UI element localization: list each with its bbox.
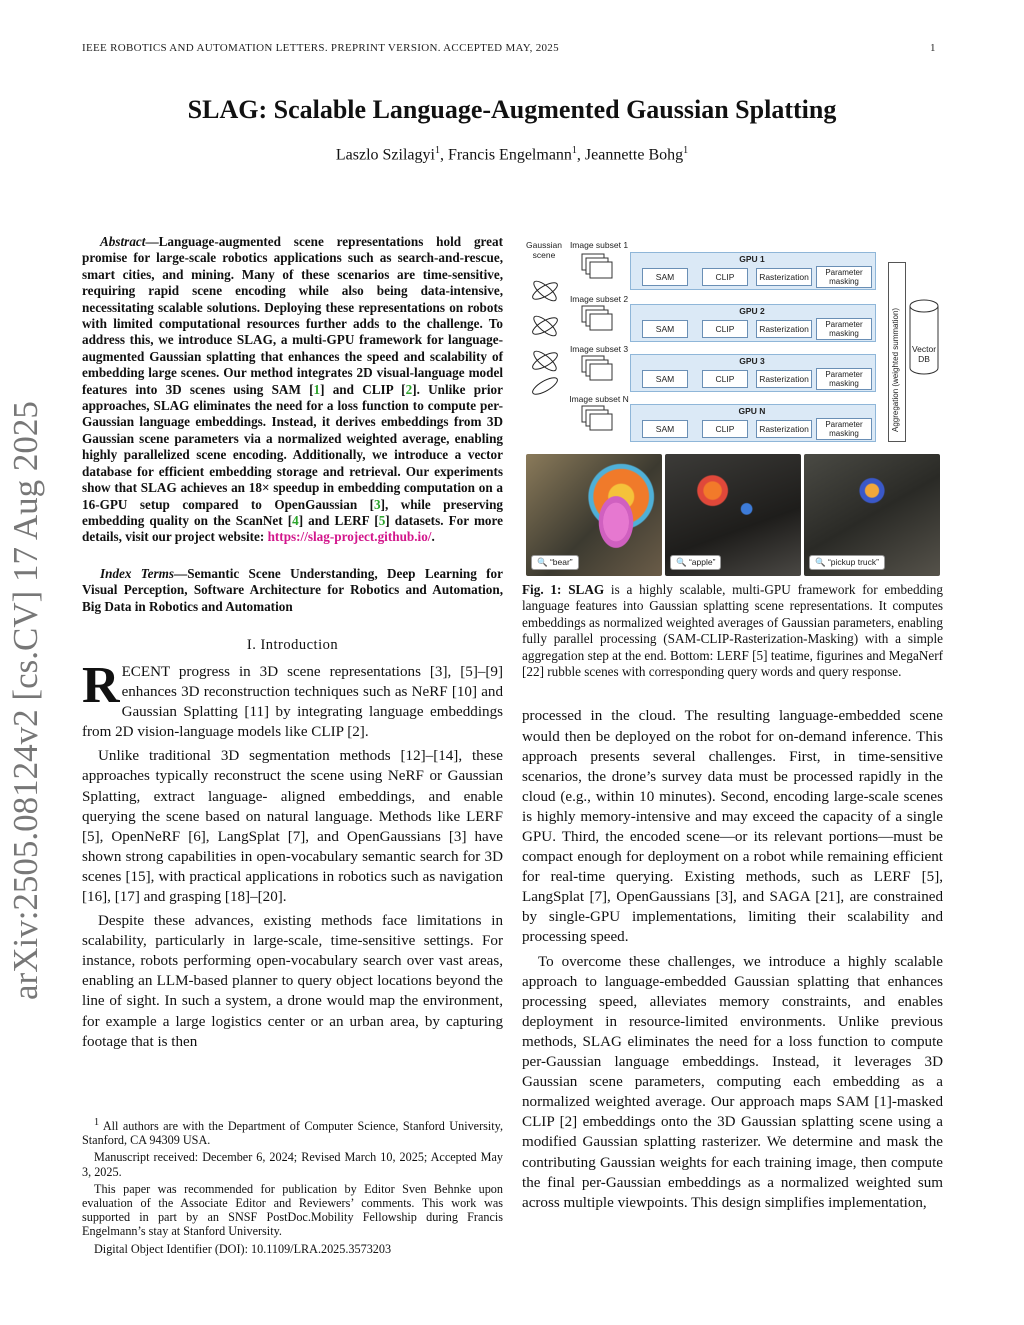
caption-text: is a highly scalable, multi-GPU framework for embedding language features into Gaussian splatting scene representations. It computes embeddings as normalized weighted averages of Gaussian parameters, enabling fully parallel processing (SAM-CLIP-Rasterization-Masking) with a simple aggregation step at the end. Bottom: LERF [5] teatime, figurines and MegaNerf [22] rubble scenes with corresponding query words and query response.: [522, 582, 943, 680]
query-tag: 🔍 “bear”: [531, 555, 579, 570]
abstract-text: .: [431, 529, 435, 545]
sam-module: SAM: [642, 370, 688, 388]
parameter-masking-module: Parameter masking: [816, 368, 872, 390]
gpu-label: GPU 2: [739, 306, 765, 316]
vector-db-icon: [908, 298, 940, 378]
right-column: [522, 234, 943, 1217]
abstract-text: ] datasets. For more details, visit our project website:: [82, 512, 503, 545]
rasterization-module: Rasterization: [756, 268, 812, 286]
arxiv-id: arXiv:2505.08124v2 [cs.CV] 17 Aug 2025: [6, 401, 45, 1000]
author-name: Jeannette Bohg: [584, 146, 684, 164]
clip-module: CLIP: [702, 320, 748, 338]
image-subset-label: Image subset 3: [569, 344, 629, 354]
pipeline-diagram: [522, 234, 943, 446]
intro-paragraph-5: To overcome these challenges, we introduce a highly scalable approach to language-embedded Gaussian splatting that enhances processing speed, alleviates memory constraints, and enables deployment in resource-limited environments. Unlike previous methods, SLAG eliminates the need for a loss function to compute per-Gaussian language embeddings. Instead, it leverages 3D Gaussian scene parameters, computing each embedding as a normalized weighted average. Our approach maps SAM [1]-masked CLIP [2] embeddings onto the 3D Gaussian splatting scene using a modified Gaussian splatting rasterizer. We determine and mask the contributing Gaussian weights for each training image, then compute the final per-Gaussian embeddings as a normalized weighted sum across multiple viewpoints. This design simplifies implementation,: [522, 953, 943, 1211]
aggregation-label: Aggregation (weighted summation): [891, 307, 900, 432]
project-website-link[interactable]: https://slag-project.github.io/: [267, 529, 432, 545]
figure-caption: [522, 582, 943, 680]
query-tag: 🔍 “pickup truck”: [809, 555, 885, 570]
clip-module: CLIP: [702, 268, 748, 286]
gpu-label: GPU 3: [739, 356, 765, 366]
author-name: Francis Engelmann: [447, 146, 572, 164]
aggregation-label-wrap: [891, 307, 901, 442]
abstract-text: —Language-augmented scene representations hold great promise for large-scale robotics applications such as search-and-rescue, smart cities, and mining. Many of these scenarios are time-sensitive, requiring rapid scene encoding while also being data-intensive, necessitating scalable solutions. Deploying these representations on robots with limited computational resources further adds to the challenge. To address this, we introduce SLAG, a multi-GPU framework for language-augmented Gaussian splatting that enhances the speed and scalability of embedding large scenes. Our method integrates 2D visual-language model features into 3D scenes using SAM [: [82, 234, 503, 397]
section-heading-introduction: I. Introduction: [246, 636, 339, 653]
image-subset-label: Image subset 1: [569, 240, 629, 250]
footnote-mark: 1: [94, 1117, 100, 1128]
sam-module: SAM: [642, 268, 688, 286]
vector-db-label: Vector DB: [911, 344, 937, 364]
parameter-masking-module: Parameter masking: [816, 418, 872, 440]
author-list: Laszlo Szilagyi$^1$, Francis Engelmann$^1$, Jeannette Bohg$^1$: [335, 145, 689, 164]
image-stack-icon: [580, 354, 618, 384]
intro-paragraph-1: [82, 656, 503, 742]
index-terms: [82, 566, 503, 615]
footnote-text: All authors are with the Department of Computer Science, Stanford University, Stanford, CA 94309 USA.: [82, 1119, 504, 1148]
parameter-masking-module: Parameter masking: [816, 266, 872, 288]
abstract: [82, 234, 503, 546]
image-stack-icon: [580, 304, 618, 334]
page-number: 1: [930, 42, 936, 54]
drop-cap: R: [82, 656, 120, 714]
image-subset-label: Image subset 2: [569, 294, 629, 304]
citation-link[interactable]: 2: [405, 381, 413, 397]
query-tag: 🔍 “apple”: [670, 555, 721, 570]
arxiv-stamp: [6, 401, 46, 1040]
footnote-doi: Digital Object Identifier (DOI): 10.1109/LRA.2025.3573203: [94, 1241, 392, 1256]
abstract-text: ] and CLIP [: [320, 381, 406, 397]
result-photo-pickup-truck: [804, 454, 940, 576]
image-subset-label: Image subset N: [569, 394, 629, 404]
query-results: [522, 454, 943, 576]
gaussian-scene-icon: [528, 276, 562, 396]
author-affiliation: 1: [434, 145, 440, 156]
rasterization-module: Rasterization: [756, 320, 812, 338]
footnotes: [82, 1116, 503, 1259]
caption-label: Fig. 1:: [522, 582, 562, 597]
result-photo-bear: [526, 454, 662, 576]
index-terms-text: —Semantic Scene Understanding, Deep Learning for Visual Perception, Software Architecture for Robotics and Automation, Big Data in Robotics and Automation: [82, 565, 503, 614]
citation-link[interactable]: 4: [292, 512, 299, 528]
index-terms-label: Index Terms: [100, 565, 175, 581]
footnote-affiliation: [82, 1116, 503, 1147]
figure-1: [522, 234, 943, 680]
sam-module: SAM: [642, 320, 688, 338]
gaussian-scene-label: Gaussian scene: [526, 240, 562, 260]
image-stack-icon: [580, 404, 618, 434]
footnote-manuscript: Manuscript received: December 6, 2024; Revised March 10, 2025; Accepted May 3, 2025.: [82, 1150, 503, 1179]
left-column: [82, 234, 503, 1056]
gpu-label: GPU N: [738, 406, 766, 416]
rasterization-module: Rasterization: [756, 370, 812, 388]
author-affiliation: 1: [683, 145, 689, 156]
clip-module: CLIP: [702, 370, 748, 388]
abstract-text: ]. Unlike prior approaches, SLAG eliminates the need for a loss function to compute per-Gaussian language embeddings. Instead, it derives embeddings from 3D Gaussian scene parameters via a normalized weighted average, enabling highly parallelized scene encoding. Additionally, we introduce a vector database for efficient embedding storage and retrieval. Our experiments show that SLAG achieves an 18× speedup in embedding computation on a 16-GPU setup compared to OpenGaussian [: [82, 381, 503, 512]
clip-module: CLIP: [702, 420, 748, 438]
gpu-label: GPU 1: [739, 254, 765, 264]
intro-paragraph-2: Unlike traditional 3D segmentation methods [12]–[14], these approaches typically reconstruct the scene using NeRF or Gaussian Splatting, extract language- aligned embeddings, and enable querying the scene based on natural language. Methods like LERF [5], OpenNeRF [6], LangSplat [7], and OpenGaussians [3] have shown strong capabilities in open-vocabulary semantic search for 3D scenes [15], with practical applications in robotics such as navigation [16], [17] and grasping [18]–[20].: [82, 748, 503, 905]
citation-link[interactable]: 3: [373, 496, 381, 512]
parameter-masking-module: Parameter masking: [816, 318, 872, 340]
image-stack-icon: [580, 252, 618, 282]
citation-link[interactable]: 5: [378, 512, 386, 528]
sam-module: SAM: [642, 420, 688, 438]
citation-link[interactable]: 1: [313, 381, 321, 397]
intro-paragraph-3: Despite these advances, existing methods face limitations in scalability, particularly in large-scale, time-sensitive settings. For instance, robots performing open-vocabulary search over vast areas, enabling an LLM-based planner to query object locations beyond the line of sight. In such a system, a drone would map the environment, for example a large logistics center or an urban area, by capturing footage that is then: [82, 913, 503, 1050]
paper-title: SLAG: Scalable Language-Augmented Gaussian Splatting: [187, 95, 837, 124]
author-affiliation: 1: [571, 145, 577, 156]
highlight-blob: [596, 492, 636, 552]
running-header: IEEE ROBOTICS AND AUTOMATION LETTERS. PREPRINT VERSION. ACCEPTED MAY, 2025: [82, 42, 559, 54]
intro-paragraph-4: processed in the cloud. The resulting language-embedded scene would then be deployed on the robot for on-demand inference. This approach presents several challenges. First, in time-sensitive scenarios, the drone’s survey data must be processed rapidly in the cloud (e.g., within 10 minutes). Second, encoding large-scale scenes is highly memory-intensive and may exceed the capacity of a single GPU. Third, the encoded scene—or its relevant portions—must be compact enough for deployment on a robot while remaining efficient for real-time querying. Existing methods, such as LERF [5], LangSplat [7], OpenGaussians [3], and SAGA [21], are constrained by single-GPU implementations, limiting their scalability and processing speed.: [522, 708, 943, 946]
paragraph-text: ECENT progress in 3D scene representations [3], [5]–[9] enhances 3D reconstruction techniques such as NeRF [10] and Gaussian Splatting [11] by integrating language embeddings from 2D vision-language models like CLIP [2].: [82, 663, 503, 741]
abstract-text: ] and LERF [: [298, 512, 379, 528]
abstract-label: Abstract: [100, 234, 146, 249]
rasterization-module: Rasterization: [756, 420, 812, 438]
footnote-recommendation: This paper was recommended for publication by Editor Sven Behnke upon evaluation of the Associate Editor and Reviewers’ comments. This work was supported in part by an SNSF PostDoc.Mobility Fellowship during Francis Engelmann’s stay at Stanford University.: [82, 1181, 503, 1239]
author-name: Laszlo Szilagyi: [335, 146, 435, 164]
caption-bold: SLAG: [568, 582, 605, 597]
abstract-text: ], while preserving embedding quality on the ScanNet [: [82, 496, 503, 528]
result-photo-apple: [665, 454, 801, 576]
